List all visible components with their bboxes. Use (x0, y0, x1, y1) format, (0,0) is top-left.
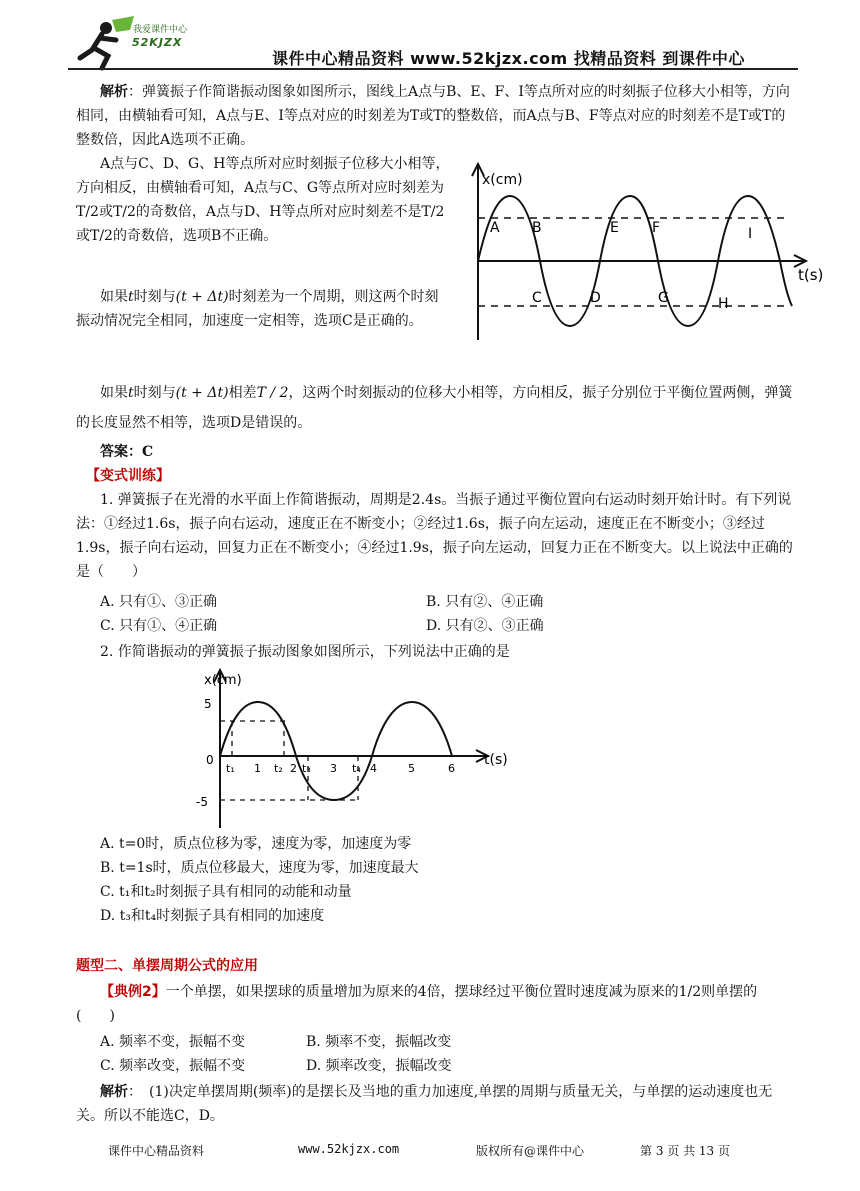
header-divider (68, 68, 798, 70)
vibration-graph-1 (460, 158, 830, 348)
header-title: 课件中心精品资料 www.52kjzx.com 找精品资料 到课件中心 (272, 49, 745, 68)
x-tick-2: 2 (290, 762, 297, 775)
logo-brand: 52KJZX (132, 36, 183, 49)
ex2-option-c: C. 频率改变，振幅不变 (100, 1058, 246, 1074)
answer-text: 答案：C (100, 444, 154, 460)
question-1: 1. 弹簧振子在光滑的水平面上作简谐振动，周期是2.4s。当振子通过平衡位置向右运动时刻开始计时。有下列说法：①经过1.6s，振子向右运动，速度正在不断变小；②经过1.6s，振子向左运动，速度正在不断变小；③经过1.9s，振子向右运动，回复力正在不断变小；④经过1.9s，振子向左运动，回复力正在不断变大。以上说法中正确的是（ ） (76, 492, 793, 580)
footer-page-number: 第 3 页 共 13 页 (640, 1144, 730, 1158)
analysis-paragraph-1: 解析：弹簧振子作简谐振动图象如图所示，图线上A点与B、E、F、I等点所对应的时刻振子位移大小相等，方向相同，由横轴看可知，A点与E、I等点对应的时刻差为T或T的整数倍，而A点与B、F等点对应的时刻差不是T或T的整数倍，因此A选项不正确。 (76, 84, 790, 148)
ex2-option-b: B. 频率不变，振幅改变 (306, 1034, 452, 1050)
point-label-e: E (610, 220, 619, 236)
footer-left: 课件中心精品资料 (108, 1144, 205, 1158)
x-tick-t1: t₁ (226, 762, 235, 775)
runner-logo-icon (72, 14, 140, 72)
x-axis-label: t(s) (798, 266, 824, 284)
logo-text: 我爱课件中心 (133, 25, 188, 35)
point-label-a: A (490, 220, 500, 236)
q2-option-a: A. t=0时，质点位移为零，速度为零，加速度为零 (100, 836, 412, 852)
point-label-b: B (532, 220, 542, 236)
q1-option-a: A. 只有①、③正确 (100, 594, 218, 610)
x-tick-4: 4 (370, 762, 377, 775)
q2-option-d: D. t₃和t₄时刻振子具有相同的加速度 (100, 908, 325, 924)
x-tick-5: 5 (408, 762, 415, 775)
y-tick-positive: 5 (204, 697, 212, 711)
example-2: 【典例2】一个单摆，如果摆球的质量增加为原来的4倍，摆球经过平衡位置时速度减为原来的1/2则单摆的( ) (76, 984, 758, 1024)
q2-option-c: C. t₁和t₂时刻振子具有相同的动能和动量 (100, 884, 352, 900)
ex2-option-a: A. 频率不变，振幅不变 (100, 1034, 246, 1050)
origin-label: 0 (206, 753, 214, 767)
footer-url: www.52kjzx.com (298, 1142, 400, 1156)
x-tick-1: 1 (254, 762, 261, 775)
y-axis-label: x(cm) (204, 673, 242, 688)
q2-option-b: B. t=1s时，质点位移最大，速度为零，加速度最大 (100, 860, 419, 876)
analysis-paragraph-4: 如果t时刻与(t + Δt)相差T / 2，这两个时刻振动的位移大小相等，方向相反，振子分别位于平衡位置两侧，弹簧的长度显然不相等，选项D是错误的。 (76, 385, 793, 431)
x-tick-3: 3 (330, 762, 337, 775)
q1-option-c: C. 只有①、④正确 (100, 618, 218, 634)
analysis-label: 解析 (100, 84, 128, 100)
y-tick-negative: -5 (196, 795, 208, 809)
q1-option-b: B. 只有②、④正确 (426, 594, 544, 610)
ex2-option-d: D. 频率改变，振幅改变 (306, 1058, 452, 1074)
q1-option-d: D. 只有②、③正确 (426, 618, 544, 634)
point-label-h: H (718, 296, 729, 312)
x-axis-label: t(s) (484, 752, 508, 768)
analysis-paragraph-3: 如果t时刻与(t + Δt)时刻差为一个周期，则这两个时刻振动情况完全相同，加速度一定相等，选项C是正确的。 (76, 289, 439, 329)
analysis-paragraph-2: A点与C、D、G、H等点所对应时刻振子位移大小相等，方向相反，由横轴看可知，A点与C、G等点所对应时刻差为T/2或T/2的奇数倍，A点与D、H等点所对应时刻差不是T/2或T/2的奇数倍，选项B不正确。 (76, 156, 450, 244)
x-tick-6: 6 (448, 762, 455, 775)
point-label-d: D (590, 290, 601, 306)
question-2: 2. 作简谐振动的弹簧振子振动图象如图所示，下列说法中正确的是 (100, 644, 510, 660)
analysis-2: 解析： (1)决定单摆周期(频率)的是摆长及当地的重力加速度,单摆的周期与质量无关，与单摆的运动速度也无关。所以不能选C，D。 (76, 1084, 773, 1124)
point-label-i: I (748, 226, 753, 242)
point-label-f: F (652, 220, 661, 236)
x-tick-t3: t₃ (302, 762, 311, 775)
point-label-c: C (532, 290, 542, 306)
variant-heading: 【变式训练】 (86, 468, 170, 484)
point-label-g: G (658, 290, 669, 306)
y-axis-label: x(cm) (482, 172, 523, 188)
x-tick-t2: t₂ (274, 762, 283, 775)
x-tick-t4: t₄ (352, 762, 361, 775)
footer-copyright: 版权所有@课件中心 (476, 1144, 585, 1158)
section-2-heading: 题型二、单摆周期公式的应用 (76, 958, 258, 974)
vibration-graph-2 (186, 666, 516, 834)
